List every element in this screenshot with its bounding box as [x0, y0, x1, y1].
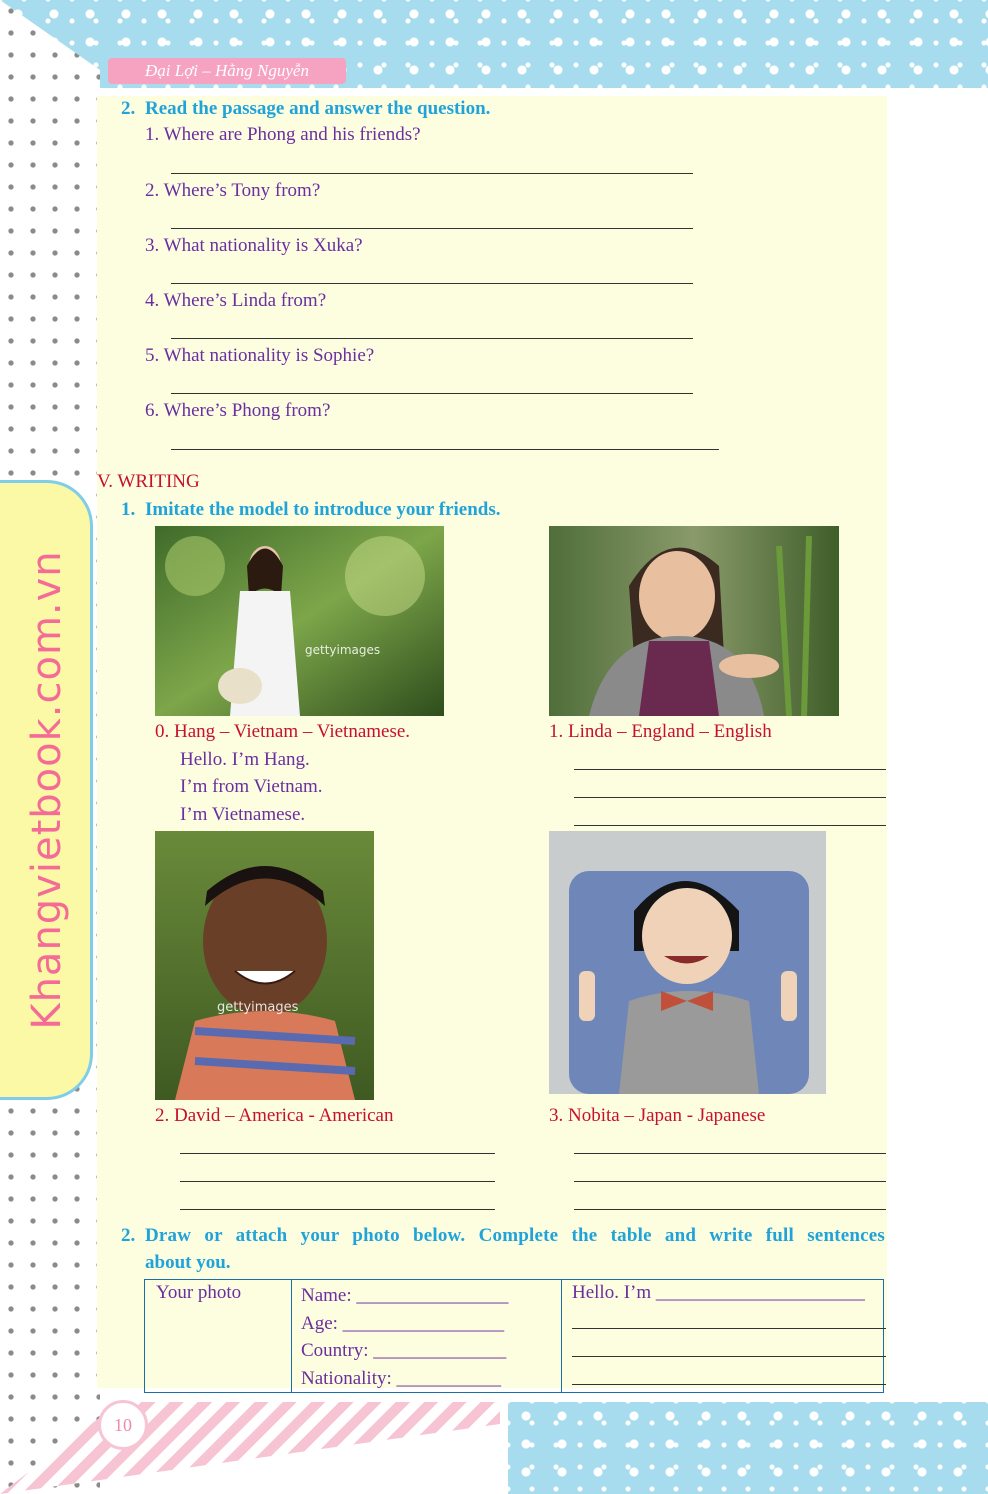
field-name[interactable]: Name: ________________ — [301, 1285, 509, 1306]
writing-task2-line2: about you. — [145, 1252, 231, 1273]
question-3: 3. What nationality is Xuka? — [145, 235, 363, 256]
info-table — [144, 1279, 884, 1393]
david-line-2[interactable] — [180, 1181, 495, 1182]
question-1: 1. Where are Phong and his friends? — [145, 124, 421, 145]
bottom-decorative-band — [508, 1402, 988, 1494]
photo-nobita — [549, 831, 826, 1094]
nobita-line-2[interactable] — [574, 1181, 886, 1182]
caption-linda: 1. Linda – England – English — [549, 721, 772, 742]
linda-line-1[interactable] — [574, 769, 886, 770]
nobita-line-1[interactable] — [574, 1153, 886, 1154]
model-line-1: Hello. I’m Hang. — [180, 749, 310, 770]
question-6: 6. Where’s Phong from? — [145, 400, 331, 421]
photo-linda — [549, 526, 839, 716]
reading-instruction-number: 2. — [121, 98, 136, 119]
photo-hang — [155, 526, 444, 716]
header-author-tag: Đại Lợi – Hằng Nguyễn — [108, 58, 346, 84]
question-4: 4. Where’s Linda from? — [145, 290, 327, 311]
sentence-line-3[interactable] — [572, 1384, 886, 1385]
question-5: 5. What nationality is Sophie? — [145, 345, 375, 366]
caption-hang: 0. Hang – Vietnam – Vietnamese. — [155, 721, 411, 742]
sentences-cell — [562, 1280, 884, 1393]
question-2: 2. Where’s Tony from? — [145, 180, 321, 201]
page-number: 10 — [98, 1400, 148, 1450]
model-line-2: I’m from Vietnam. — [180, 776, 323, 797]
answer-line-5[interactable] — [171, 393, 693, 394]
answer-line-2[interactable] — [171, 228, 693, 229]
writing-heading: V. WRITING — [97, 471, 200, 492]
sentence-line-1[interactable] — [572, 1328, 886, 1329]
side-tab-text: Khangvietbook.com.vn — [24, 550, 70, 1030]
answer-line-4[interactable] — [171, 338, 693, 339]
model-line-3: I’m Vietnamese. — [180, 804, 306, 825]
field-country[interactable]: Country: ______________ — [301, 1340, 507, 1361]
david-line-3[interactable] — [180, 1209, 495, 1210]
writing-task2-number: 2. — [121, 1225, 136, 1246]
photo-cell[interactable] — [145, 1280, 292, 1393]
answer-line-3[interactable] — [171, 283, 693, 284]
field-age[interactable]: Age: _________________ — [301, 1312, 505, 1334]
answer-line-1[interactable] — [171, 173, 693, 174]
photo-david — [155, 831, 374, 1100]
hello-line[interactable]: Hello. I’m ______________________ — [572, 1282, 865, 1303]
field-nationality[interactable]: Nationality: ___________ — [301, 1367, 502, 1389]
caption-david: 2. David – America - American — [155, 1105, 394, 1126]
david-line-1[interactable] — [180, 1153, 495, 1154]
photo-david-watermark: gettyimages — [217, 1000, 299, 1015]
reading-instruction: Read the passage and answer the question. — [145, 98, 491, 119]
caption-nobita: 3. Nobita – Japan - Japanese — [549, 1105, 766, 1126]
nobita-line-3[interactable] — [574, 1209, 886, 1210]
linda-line-3[interactable] — [574, 825, 886, 826]
linda-line-2[interactable] — [574, 797, 886, 798]
sentence-line-2[interactable] — [572, 1356, 886, 1357]
writing-task1-number: 1. — [121, 499, 136, 520]
fields-cell — [292, 1280, 562, 1393]
answer-line-6[interactable] — [171, 449, 719, 450]
writing-task2-line1: Draw or attach your photo below. Complete the table and write full sentences — [145, 1225, 885, 1246]
writing-task1-instruction: Imitate the model to introduce your friends. — [145, 499, 501, 520]
photo-label: Your photo — [156, 1282, 242, 1303]
photo-hang-watermark: gettyimages — [305, 643, 381, 657]
